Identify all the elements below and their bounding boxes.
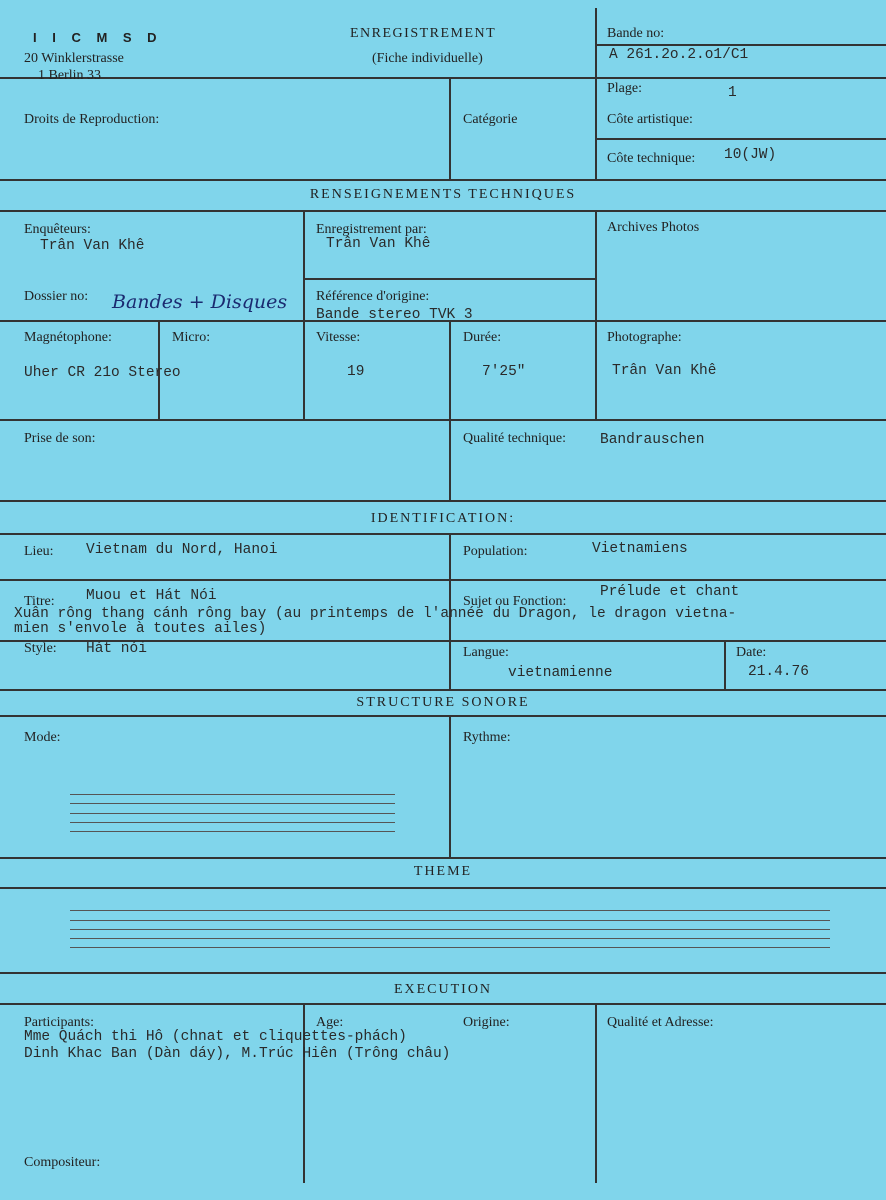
mode-rule: [70, 822, 395, 823]
rule: [0, 1003, 886, 1005]
rule: [595, 1003, 597, 1183]
form-subtitle: (Fiche individuelle): [372, 51, 483, 66]
vitesse-value: 19: [347, 364, 365, 380]
theme-rule: [70, 910, 830, 911]
origine-label: Origine:: [463, 1015, 510, 1030]
lieu-label: Lieu:: [24, 544, 54, 559]
rule: [595, 210, 597, 420]
org-name: I I C M S D: [33, 30, 163, 45]
population-value: Vietnamiens: [592, 541, 688, 557]
photographe-value: Trân Van Khê: [612, 363, 717, 379]
rule: [595, 138, 886, 140]
mode-label: Mode:: [24, 730, 61, 745]
theme-rule: [70, 947, 830, 948]
lieu-value: Vietnam du Nord, Hanoi: [86, 542, 278, 558]
vitesse-label: Vitesse:: [316, 330, 361, 345]
archives-photos-label: Archives Photos: [607, 220, 700, 235]
titre-label: Titre:: [24, 594, 55, 609]
participants-line-2: Dinh Khac Ban (Dàn dáy), M.Trúc Hiên (Trông châu): [24, 1046, 451, 1062]
titre-line-3: mien s'envole à toutes ailes): [14, 621, 267, 637]
cote-artistique-label: Côte artistique:: [607, 112, 693, 127]
cote-technique-label: Côte technique:: [607, 151, 696, 166]
section-structure-title: STRUCTURE SONORE: [356, 695, 530, 710]
rule: [303, 210, 305, 420]
magnetophone-label: Magnétophone:: [24, 330, 112, 345]
theme-rule: [70, 938, 830, 939]
compositeur-label: Compositeur:: [24, 1155, 101, 1170]
plage-label: Plage:: [607, 81, 642, 96]
rule: [595, 44, 886, 46]
section-technique-title: RENSEIGNEMENTS TECHNIQUES: [309, 187, 577, 202]
rule: [0, 972, 886, 974]
sujet-value: Prélude et chant: [600, 584, 740, 600]
rule: [0, 715, 886, 717]
enqueteurs-label: Enquêteurs:: [24, 222, 91, 237]
date-label: Date:: [736, 645, 767, 660]
bande-label: Bande no:: [607, 26, 665, 41]
rule: [0, 419, 886, 421]
address-street: 20 Winklerstrasse: [24, 51, 124, 66]
prise-de-son-label: Prise de son:: [24, 431, 96, 446]
duree-value: 7'25": [482, 364, 526, 380]
duree-label: Durée:: [463, 330, 502, 345]
langue-value: vietnamienne: [508, 665, 613, 681]
reference-label: Référence d'origine:: [316, 289, 430, 304]
plage-value: 1: [728, 85, 737, 101]
micro-label: Micro:: [172, 330, 211, 345]
style-label: Style:: [24, 641, 57, 656]
rule: [303, 278, 596, 280]
qualite-technique-label: Qualité technique:: [463, 431, 567, 446]
mode-rule: [70, 813, 395, 814]
style-value: Hát nói: [86, 641, 147, 657]
enregistrement-par-value: Trân Van Khê: [326, 236, 431, 252]
section-theme-title: THEME: [413, 864, 473, 879]
rule: [449, 320, 451, 500]
population-label: Population:: [463, 544, 528, 559]
enqueteurs-value: Trân Van Khê: [40, 238, 145, 254]
mode-rule: [70, 831, 395, 832]
rythme-label: Rythme:: [463, 730, 511, 745]
rule: [0, 887, 886, 889]
rule: [0, 857, 886, 859]
sujet-label: Sujet ou Fonction:: [463, 594, 567, 609]
categorie-label: Catégorie: [463, 112, 518, 127]
rule: [449, 715, 451, 857]
cote-technique-value: 10(JW): [724, 147, 777, 163]
langue-label: Langue:: [463, 645, 509, 660]
enregistrement-par-label: Enregistrement par:: [316, 222, 427, 237]
dossier-value: Bandes + Disques: [112, 291, 288, 313]
address-city: 1 Berlin 33: [38, 68, 101, 83]
bande-value: A 261.2o.2.o1/C1: [609, 47, 749, 63]
qualite-adresse-label: Qualité et Adresse:: [607, 1015, 714, 1030]
rule: [0, 533, 886, 535]
form-title: ENREGISTREMENT: [350, 26, 497, 41]
rule: [0, 500, 886, 502]
rule: [449, 77, 451, 179]
qualite-technique-value: Bandrauschen: [600, 432, 705, 448]
mode-rule: [70, 803, 395, 804]
magnetophone-value: Uher CR 21o Stereo: [24, 365, 181, 381]
theme-rule: [70, 920, 830, 921]
photographe-label: Photographe:: [607, 330, 682, 345]
rule: [0, 179, 886, 181]
section-execution-title: EXECUTION: [393, 982, 493, 997]
section-identification-title: IDENTIFICATION:: [370, 511, 516, 526]
rule: [0, 579, 886, 581]
mode-rule: [70, 794, 395, 795]
participants-label: Participants:: [24, 1015, 94, 1030]
date-value: 21.4.76: [748, 664, 809, 680]
age-label: Age:: [316, 1015, 344, 1030]
rule: [595, 8, 597, 179]
droits-label: Droits de Reproduction:: [24, 112, 160, 127]
participants-line-1: Mme Quách thi Hô (chnat et cliquettes-phách): [24, 1029, 407, 1045]
titre-line-2: Xuân rông thang cánh rông bay (au printemps de l'année du Dragon, le dragon vietna-: [14, 606, 737, 622]
titre-value: Muou et Hát Nói: [86, 588, 217, 604]
rule: [0, 210, 886, 212]
reference-value: Bande stereo TVK 3: [316, 307, 473, 323]
dossier-label: Dossier no:: [24, 289, 89, 304]
theme-rule: [70, 929, 830, 930]
rule: [0, 689, 886, 691]
rule: [0, 77, 886, 79]
rule: [724, 640, 726, 689]
